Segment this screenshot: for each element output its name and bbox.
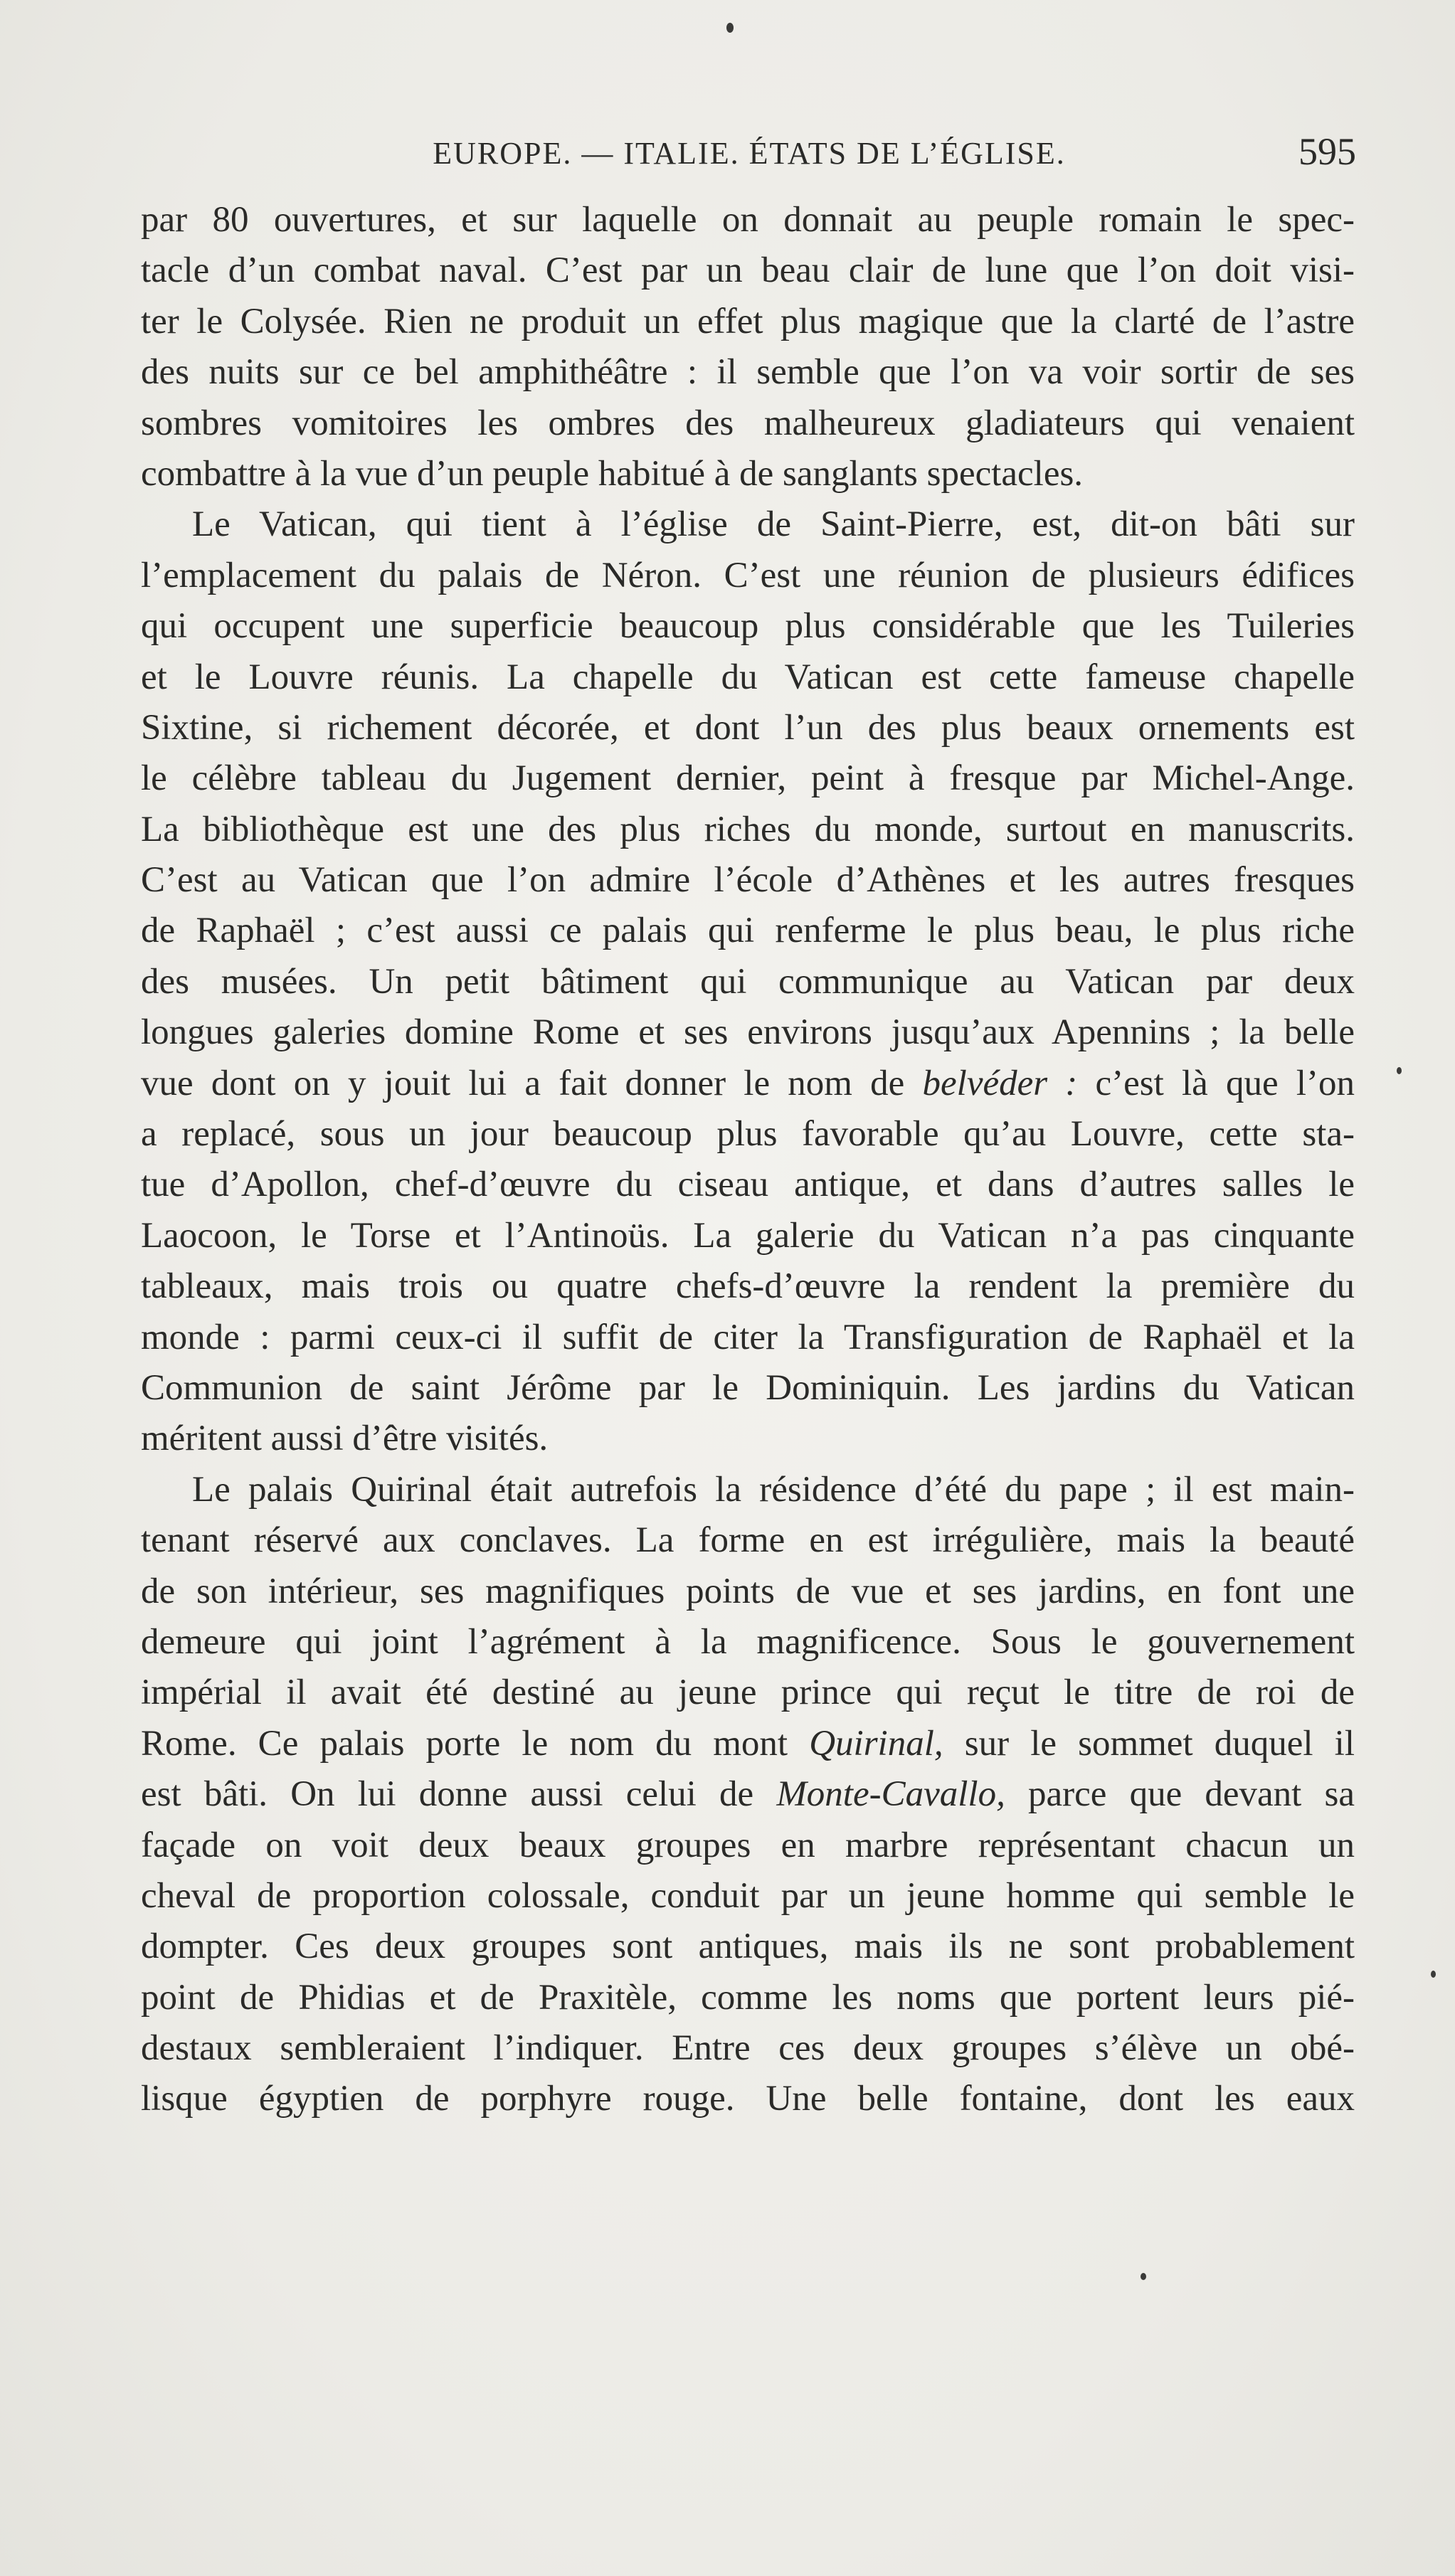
text-line: combattre à la vue d’un peuple habitué à de sanglants spectacles. [141,453,1084,494]
text-line: tableaux, mais trois ou quatre chefs-d’œuvre la rendent la première du [141,1266,1355,1307]
text-line: et le Louvre réunis. La chapelle du Vatican est cette fameuse chapelle [141,657,1355,697]
ink-speck [1431,1971,1436,1978]
italic-term: Monte-Cavallo, [776,1774,1005,1815]
text-line: par 80 ouvertures, et sur laquelle on donnait au peuple romain le spec- [141,200,1355,240]
text-line: Le Vatican, qui tient à l’église de Saint-Pierre, est, dit-on bâti sur [192,504,1355,545]
text-line: demeure qui joint l’agrément à la magnificence. Sous le gouvernement [141,1621,1355,1662]
text-line: méritent aussi d’être visités. [141,1419,549,1459]
italic-term: belvéder : [922,1063,1078,1103]
text-line: des nuits sur ce bel amphithéâtre : il semble que l’on va voir sortir de ses [141,352,1355,393]
text-line: impérial il avait été destiné au jeune prince qui reçut le titre de roi de [141,1673,1355,1713]
text-line: Communion de saint Jérôme par le Dominiquin. Les jardins du Vatican [141,1367,1355,1408]
text-line: Le palais Quirinal était autrefois la résidence d’été du pape ; il est main- [192,1469,1355,1510]
text-line: cheval de proportion colossale, conduit par un jeune homme qui semble le [141,1875,1355,1916]
text-line: des musées. Un petit bâtiment qui communique au Vatican par deux [141,961,1355,1002]
text-line: tenant réservé aux conclaves. La forme en est irrégulière, mais la beauté [141,1520,1355,1561]
text-line: est bâti. On lui donne aussi celui de Monte-Cavallo, parce que devant sa [141,1774,1355,1815]
text-line: tacle d’un combat naval. C’est par un beau clair de lune que l’on doit visi- [141,250,1355,291]
italic-term: Quirinal, [809,1723,943,1764]
text-line: Sixtine, si richement décorée, et dont l’un des plus beaux ornements est [141,707,1355,748]
text-line: de Raphaël ; c’est aussi ce palais qui renferme le plus beau, le plus riche [141,911,1355,951]
text-line: C’est au Vatican que l’on admire l’école d’Athènes et les autres fresques [141,860,1355,901]
text-line: ter le Colysée. Rien ne produit un effet plus magique que la clarté de l’astre [141,301,1355,341]
text-line: La bibliothèque est une des plus riches du monde, surtout en manuscrits. [141,809,1355,849]
ink-speck [726,23,734,33]
text-line: monde : parmi ceux-ci il suffit de citer la Transfiguration de Raphaël et la [141,1317,1355,1357]
running-title: EUROPE. — ITALIE. ÉTATS DE L’ÉGLISE. [433,136,1066,171]
text-line: a replacé, sous un jour beaucoup plus favorable qu’au Louvre, cette sta- [141,1114,1355,1155]
text-line: point de Phidias et de Praxitèle, comme les noms que portent leurs pié- [141,1977,1355,2018]
body-text [141,195,1355,2125]
ink-speck [1141,2273,1146,2280]
text-line: façade on voit deux beaux groupes en marbre représentant chacun un [141,1825,1355,1865]
page-number: 595 [1298,130,1356,173]
ink-speck [1397,1067,1402,1074]
text-line: destaux sembleraient l’indiquer. Entre ces deux groupes s’élève un obé- [141,2028,1355,2069]
text-line: l’emplacement du palais de Néron. C’est une réunion de plusieurs édifices [141,555,1355,595]
text-line: Rome. Ce palais porte le nom du mont Quirinal, sur le sommet duquel il [141,1723,1355,1764]
text-line: Laocoon, le Torse et l’Antinoüs. La galerie du Vatican n’a pas cinquante [141,1215,1355,1256]
text-line: le célèbre tableau du Jugement dernier, peint à fresque par Michel-Ange. [141,758,1355,799]
text-line: de son intérieur, ses magnifiques points de vue et ses jardins, en font une [141,1571,1355,1611]
text-line: lisque égyptien de porphyre rouge. Une belle fontaine, dont les eaux [141,2079,1355,2119]
text-line: dompter. Ces deux groupes sont antiques, mais ils ne sont probablement [141,1926,1355,1967]
text-line: sombres vomitoires les ombres des malheureux gladiateurs qui venaient [141,403,1355,443]
text-line: tue d’Apollon, chef-d’œuvre du ciseau antique, et dans d’autres salles le [141,1165,1355,1205]
text-line: longues galeries domine Rome et ses environs jusqu’aux Apennins ; la belle [141,1012,1355,1053]
running-head [142,129,1356,179]
text-line: qui occupent une superficie beaucoup plus considérable que les Tuileries [141,606,1355,647]
text-line: vue dont on y jouit lui a fait donner le nom de belvéder : c’est là que l’on [141,1063,1355,1103]
